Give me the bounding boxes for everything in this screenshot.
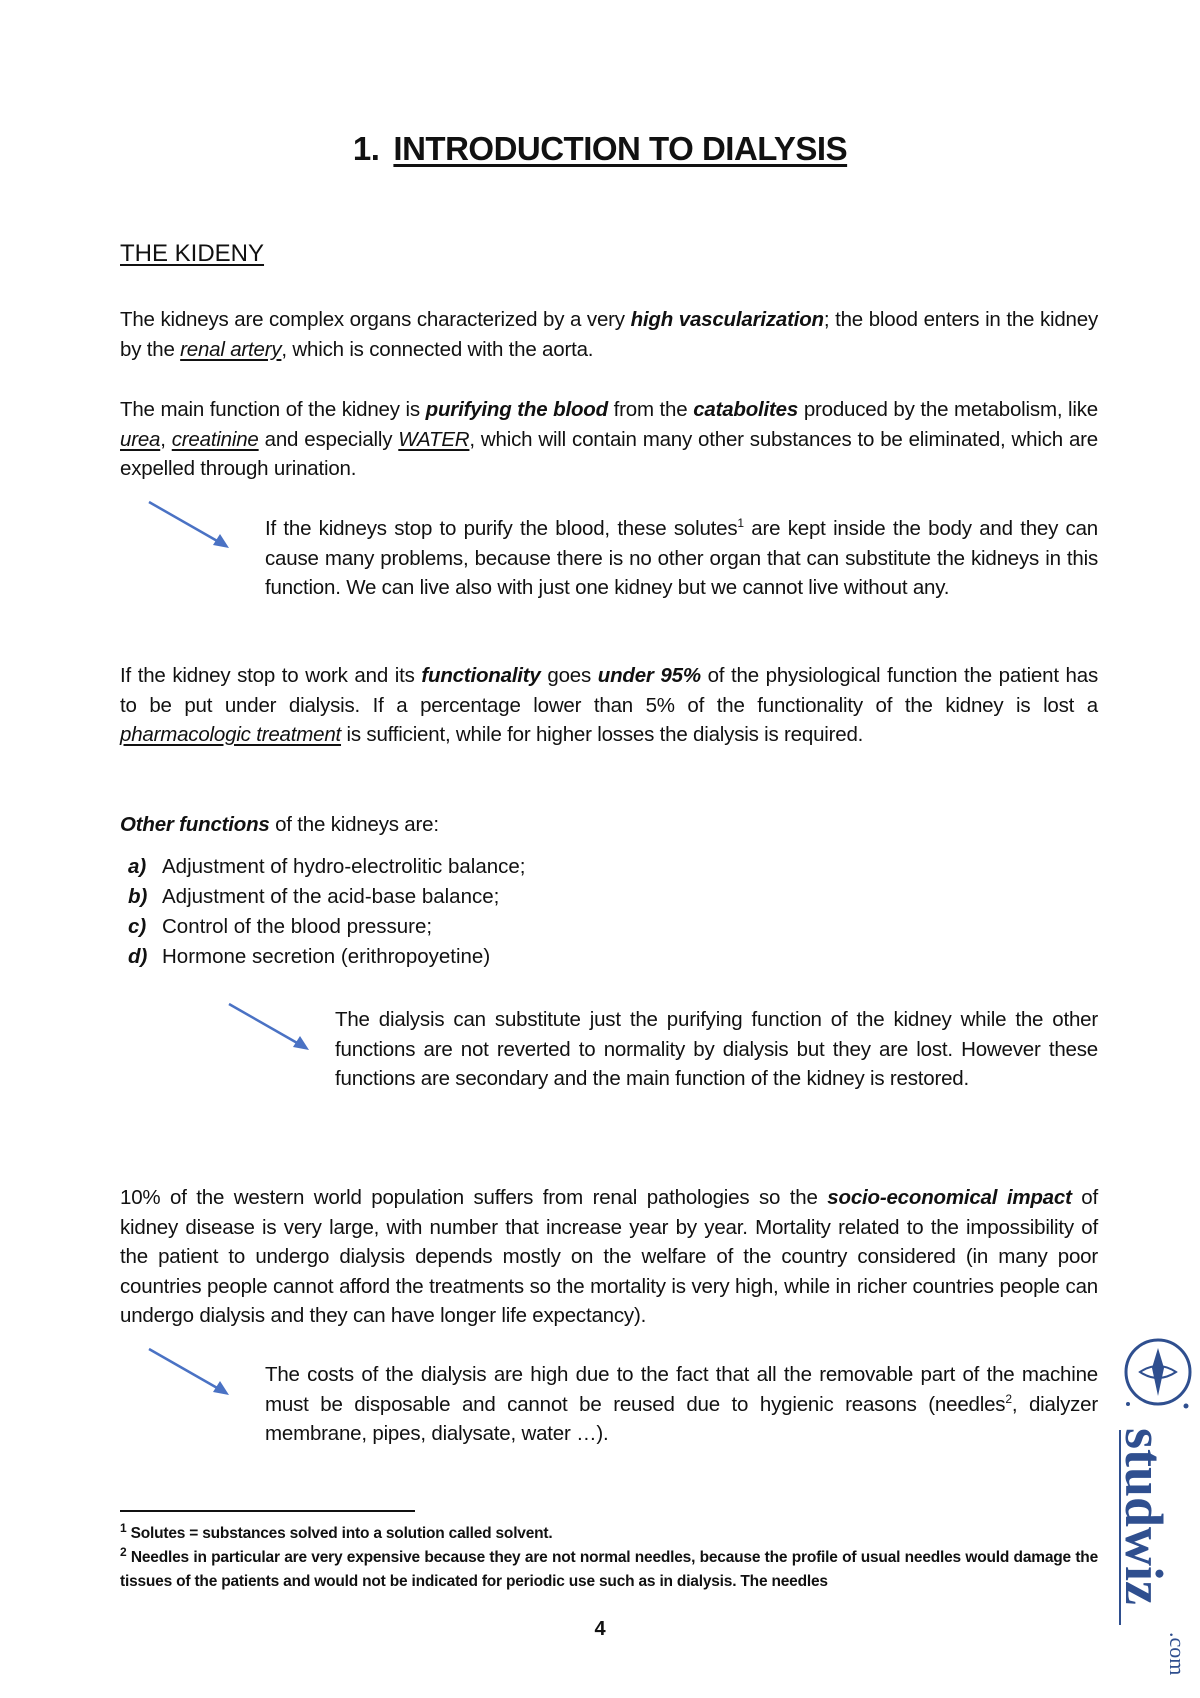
- watermark-brand: studwiz: [1114, 1428, 1174, 1606]
- arrow-icon: [145, 1345, 235, 1403]
- arrow-icon: [145, 498, 235, 556]
- list-item: b) Adjustment of the acid-base balance;: [128, 885, 500, 908]
- page-title: [0, 130, 1200, 168]
- title-number: 1.: [352, 130, 380, 167]
- paragraph-functionality: If the kidney stop to work and its functionality goes under 95% of the physiological function the patient has to be put under dialysis. If a percentage lower than 5% of the functionality of the kidney is lost a pharmacologic treatment is sufficient, while for higher losses the dialysis is required.: [120, 664, 1098, 746]
- paragraph-vascularization: The kidneys are complex organs characterized by a very high vascularization; the blood enters in the kidney by the renal artery, which is connected with the aorta.: [120, 308, 1099, 361]
- functions-list: [120, 852, 526, 972]
- list-item: c) Control of the blood pressure;: [128, 915, 433, 938]
- note-dialysis-substitute: The dialysis can substitute just the purifying function of the kidney while the other functions are not reverted to normality by dialysis but they are lost. However these functions are secondary and the main function of the kidney is restored.: [335, 1008, 1098, 1090]
- note-solutes: If the kidneys stop to purify the blood, these solutes$^1$ are kept inside the body and they can cause many problems, because there is no other organ that can substitute the kidneys in this function. We can live also with just one kidney but we cannot live without any.: [265, 516, 1098, 599]
- footnote-2: $^2$ Needles in particular are very expensive because they are not normal needles, because the profile of usual needles would damage the tissues of the patients and would not be indicated for periodic use such as in dialysis. The needles: [120, 1544, 1098, 1590]
- section-heading: THE KIDENY: [120, 240, 265, 267]
- note-costs: The costs of the dialysis are high due to the fact that all the removable part of the machine must be disposable and cannot be reused due to hygienic reasons (needles$^2$, dialyzer membrane, pipes, dialysate, water …).: [265, 1363, 1098, 1445]
- paragraph-other-functions: Other functions of the kidneys are:: [120, 813, 439, 836]
- studwiz-watermark: [1100, 1330, 1200, 1698]
- footnote-1: $^1$ Solutes = substances solved into a solution called solvent.: [120, 1520, 553, 1542]
- list-item: d) Hormone secretion (erithropoyetine): [128, 945, 491, 968]
- footnote-separator: [120, 1510, 415, 1512]
- title-text: INTRODUCTION TO DIALYSIS: [393, 130, 848, 167]
- watermark-logo-icon: [1126, 1340, 1190, 1409]
- watermark-suffix: .com: [1165, 1632, 1190, 1676]
- arrow-icon: [225, 1000, 315, 1058]
- paragraph-main-function: The main function of the kidney is purifying the blood from the catabolites produced by the metabolism, like urea, creatinine and especially WATER, which will contain many other substances to be eliminated, which are expelled through urination.: [120, 398, 1098, 480]
- paragraph-socio-economical: 10% of the western world population suffers from renal pathologies so the socio-economical impact of kidney disease is very large, with number that increase year by year. Mortality related to the impossibility of the patient to undergo dialysis depends mostly on the welfare of the country considered (in many poor countries people cannot afford the treatments so the mortality is very high, while in richer countries people can undergo dialysis and they can have longer life expectancy).: [120, 1186, 1098, 1327]
- list-item: a) Adjustment of hydro-electrolitic balance;: [128, 855, 526, 878]
- page-number: 4: [594, 1618, 606, 1640]
